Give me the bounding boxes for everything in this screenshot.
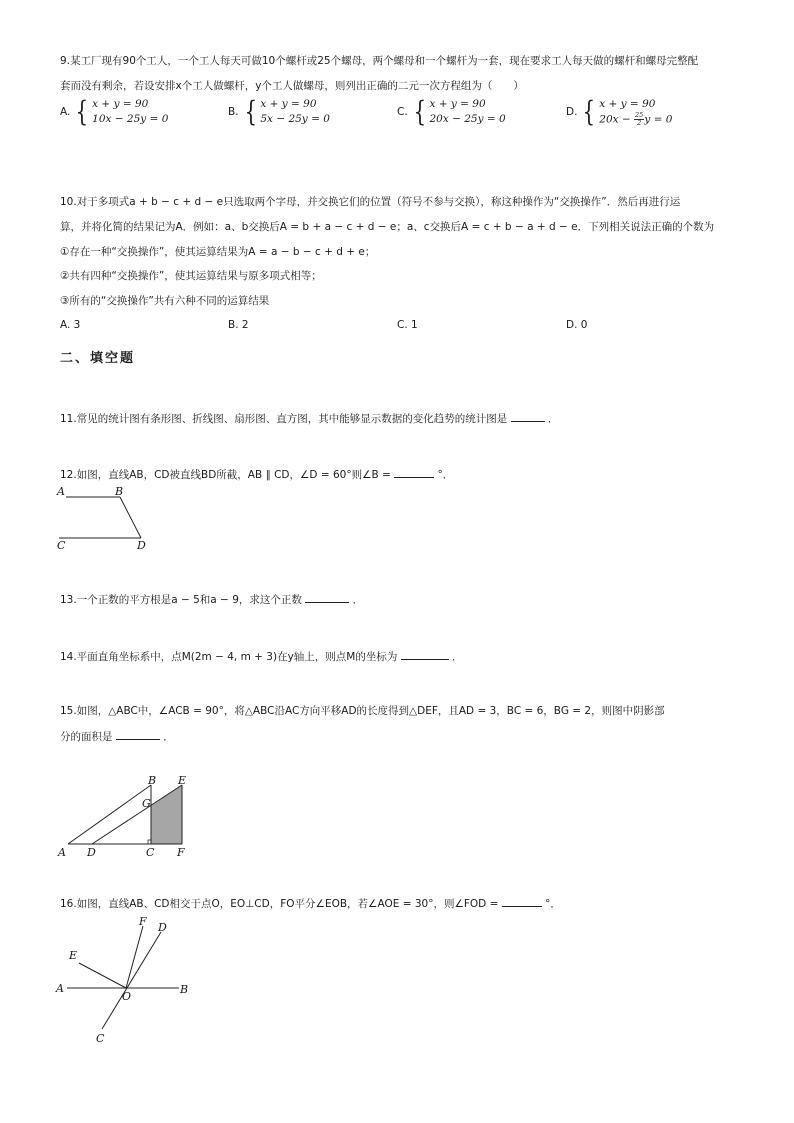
q15-figure — [54, 770, 204, 862]
q10-option-b[interactable]: B. 2 — [228, 319, 249, 331]
answer-blank[interactable] — [511, 410, 545, 422]
equation: 10x − 25y = 0 — [92, 113, 169, 125]
q16-text: 16.如图，直线AB、CD相交于点O，EO⊥CD，FO平分∠EOB，若∠AOE = 30°，则∠FOD = — [60, 898, 499, 910]
equation: 20x − 25y = 0 — [429, 113, 506, 125]
answer-blank[interactable] — [394, 466, 434, 478]
q10-statement-2: ②共有四种“交换操作”，使其运算结果与原多项式相等； — [60, 270, 322, 282]
q15-end: ． — [163, 731, 174, 743]
q10-statement-3: ③所有的“交换操作”共有六种不同的运算结果 — [60, 295, 270, 307]
q12-text: 12.如图，直线AB，CD被直线BD所截，AB ∥ CD，∠D = 60°则∠B = — [60, 469, 391, 481]
q11-end: ． — [547, 413, 559, 425]
q14-text: 14.平面直角坐标系中，点M(2m − 4, m + 3)在y轴上，则点M的坐标为 — [60, 651, 398, 663]
point-a-label: A — [56, 982, 64, 995]
point-d-label: D — [87, 846, 96, 859]
equation: x + y = 90 — [260, 98, 317, 110]
equation: x + y = 90 — [599, 98, 656, 110]
ray-of — [126, 926, 143, 988]
answer-blank[interactable] — [116, 728, 160, 740]
point-e-label: E — [69, 949, 78, 962]
q15-stem-line2 — [60, 728, 174, 744]
ray-oe — [79, 963, 126, 988]
answer-blank[interactable] — [401, 648, 449, 660]
fraction-numerator: 25 — [635, 111, 644, 119]
q16-stem — [60, 895, 561, 911]
q9-option-d[interactable] — [566, 97, 672, 128]
point-d-label: D — [158, 921, 167, 934]
q14-stem — [60, 648, 463, 664]
option-label: B. — [228, 106, 239, 118]
point-o-label: O — [122, 990, 132, 1003]
point-b-label: B — [115, 485, 124, 498]
equation-part: 20x − — [599, 113, 635, 126]
point-f-label: F — [139, 915, 147, 928]
point-c-label: C — [146, 846, 155, 859]
equation: 5x − 25y = 0 — [260, 113, 330, 125]
q10-stem-line2: 算，并将化简的结果记为A．例如：a、b交换后A = b + a − c + d − e；a、c交换后A = c + b − a + d − e．下列相关说法正确的个数为 — [60, 221, 715, 233]
q14-end: ． — [452, 651, 463, 663]
point-b-label: B — [148, 774, 157, 787]
section-title: 二、填空题 — [60, 351, 136, 366]
q13-end: ． — [352, 594, 364, 606]
q9-option-a[interactable] — [60, 97, 168, 127]
fraction — [634, 112, 644, 127]
line-bd — [120, 497, 141, 538]
q10-stem-line1: 10.对于多项式a + b − c + d − e只选取两个字母，并交换它们的位置（符号不参与交换），称这种操作为“交换操作”．然后再进行运 — [60, 196, 681, 208]
answer-blank[interactable] — [502, 895, 542, 907]
fraction-denominator: 2 — [637, 119, 642, 127]
q13-text: 13.一个正数的平方根是a − 5和a − 9，求这个正数 — [60, 594, 302, 606]
point-g-label: G — [142, 797, 151, 810]
option-label: C. — [397, 106, 408, 118]
q15-stem-line1: 15.如图，△ABC中，∠ACB = 90°，将△ABC沿AC方向平移AD的长度得到△DEF，且AD = 3，BC = 6，BG = 2，则图中阴影部 — [60, 705, 665, 717]
q11-stem — [60, 410, 558, 426]
brace-icon: { — [413, 95, 426, 128]
q9-stem-line2: 套而没有剩余，若设安排x个工人做螺杆，y个工人做螺母，则列出正确的二元一次方程组为（ ） — [60, 80, 524, 92]
q13-stem — [60, 591, 363, 607]
q16-figure — [54, 912, 204, 1052]
q10-option-d[interactable]: D. 0 — [566, 319, 588, 331]
brace-icon: { — [76, 95, 89, 128]
point-a-label: A — [57, 485, 65, 498]
q12-figure — [54, 480, 164, 555]
shaded-region — [151, 785, 182, 844]
q10-option-a[interactable]: A. 3 — [60, 319, 81, 331]
brace-icon: { — [583, 95, 596, 129]
q15-text: 分的面积是 — [60, 731, 113, 743]
answer-blank[interactable] — [305, 591, 349, 603]
point-e-label: E — [178, 774, 187, 787]
q9-stem-line1: 9.某工厂现有90个工人，一个工人每天可做10个螺杆或25个螺母，两个螺母和一个螺杆为一套，现在要求工人每天做的螺杆和螺母完整配 — [60, 55, 699, 67]
q9-option-c[interactable] — [397, 97, 506, 127]
equation — [599, 112, 672, 128]
point-b-label: B — [180, 983, 189, 996]
q10-statement-1: ①存在一种“交换操作”，使其运算结果为A = a − b − c + d + e； — [60, 246, 376, 258]
line-ab — [68, 785, 151, 844]
option-label: D. — [566, 106, 578, 119]
point-a-label: A — [58, 846, 66, 859]
point-c-label: C — [57, 539, 66, 552]
q10-option-c[interactable]: C. 1 — [397, 319, 418, 331]
q11-text: 11.常见的统计图有条形图、折线图、扇形图、直方图，其中能够显示数据的变化趋势的统计图是 — [60, 413, 508, 425]
equation: x + y = 90 — [429, 98, 486, 110]
equation: x + y = 90 — [92, 98, 149, 110]
point-c-label: C — [96, 1032, 105, 1045]
point-d-label: D — [137, 539, 146, 552]
equation-part: y = 0 — [644, 113, 673, 126]
q9-option-b[interactable] — [228, 97, 330, 127]
q12-end: °． — [437, 469, 454, 481]
option-label: A. — [60, 106, 71, 118]
brace-icon: { — [244, 95, 257, 128]
q16-end: °． — [545, 898, 561, 910]
point-f-label: F — [177, 846, 185, 859]
